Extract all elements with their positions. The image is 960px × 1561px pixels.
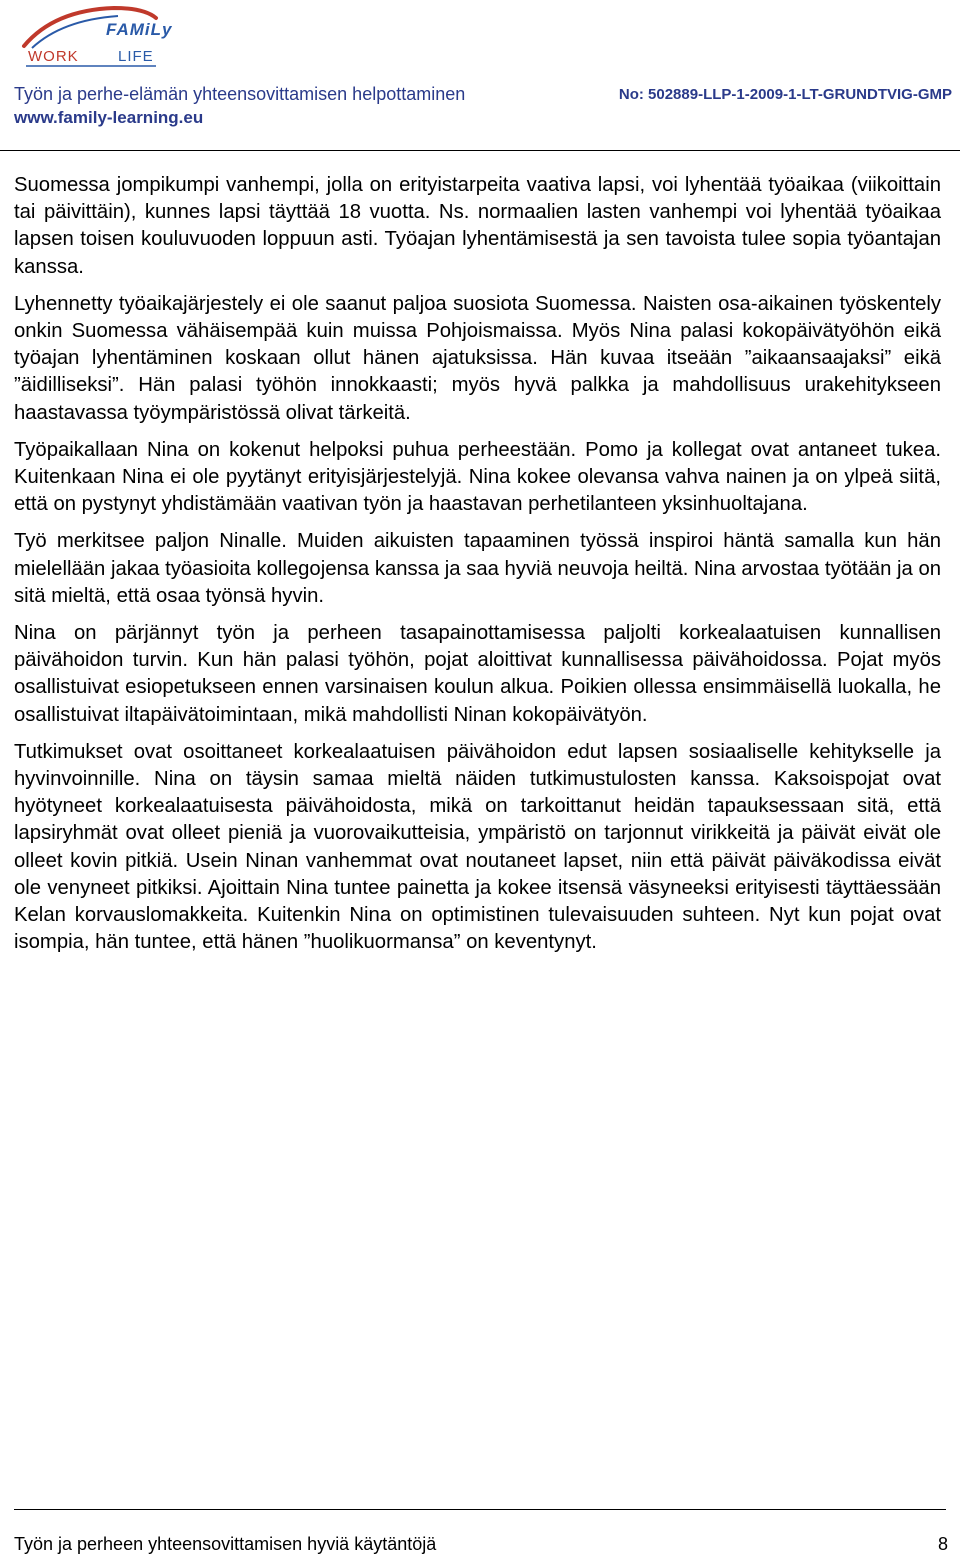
- paragraph: Nina on pärjännyt työn ja perheen tasapainottamisessa paljolti korkealaatuisen kunnallisen päivähoidon turvin. Kun hän palasi työhön, pojat aloittivat kunnallisessa päivähoidossa. Pojat myös osallistuivat esiopetukseen ennen varsinaisen koulun alkua. Poikien ollessa ensimmäisellä luokalla, he osallistuivat iltapäivätoimintaan, mikä mahdollisti Ninan kokopäivätyön.: [14, 622, 941, 726]
- logo-life-text: LIFE: [118, 48, 154, 65]
- header-divider: [0, 150, 960, 151]
- footer-divider: [14, 1509, 946, 1510]
- page-header: [0, 0, 960, 150]
- page-number: 8: [937, 1534, 948, 1554]
- paragraph: Työ merkitsee paljon Ninalle. Muiden aikuisten tapaaminen työssä inspiroi häntä samalla kun hän mielellään jakaa työasioita kollegojensa kanssa ja saa hyviä neuvoja heiltä. Nina arvostaa työtään ja on sitä mieltä, että osaa työnsä hyvin.: [14, 530, 941, 607]
- logo-family-text: FAMiLy: [106, 20, 173, 39]
- project-title: Työn ja perhe-elämän yhteensovittamisen helpottaminen: [14, 84, 466, 104]
- paragraph: Lyhennetty työaikajärjestely ei ole saanut paljoa suosiota Suomessa. Naisten osa-aikainen työskentely onkin Suomessa vähäisempää kuin muissa Pohjoismaissa. Myös Nina palasi kokopäivätyöhön eikä työajan lyhentäminen koskaan ollut hänen ajatuksissa. Hän kuvaa itseään ”aikaansaajaksi” eikä ”äidilliseksi”. Hän palasi työhön innokkaasti; myös hyvä palkka ja mahdollisuus urakehitykseen haastavassa työympäristössä olivat tärkeitä.: [14, 292, 941, 424]
- project-url-link[interactable]: www.family-learning.eu: [14, 108, 204, 127]
- paragraph: Työpaikallaan Nina on kokenut helpoksi puhua perheestään. Pomo ja kollegat ovat antaneet tukea. Kuitenkaan Nina ei ole pyytänyt erityisjärjestelyjä. Nina kokee olevansa vahva nainen ja on ylpeä siitä, että on pystynyt yhdistämään vaativan työn ja haastavan perhetilanteen yksinhuoltajana.: [14, 438, 941, 516]
- paragraph: Tutkimukset ovat osoittaneet korkealaatuisen päivähoidon edut lapsen sosiaaliselle kehitykselle ja hyvinvoinnille. Nina on täysin samaa mieltä näiden tutkimustulosten kanssa. Kaksoispojat ovat hyötyneet korkealaatuisesta päivähoidosta, mikä on tarkoittanut heidän tapauksessaan sitä, että lapsiryhmät ovat olleet pieniä ja vuorovaikutteisia, ympäristö on tarjonnut virikkeitä ja päivät eivät ole olleet kovin pitkiä. Usein Ninan vanhemmat ovat noutaneet lapset, niin että päivät päiväkodissa eivät ole venyneet pitkiksi. Ajoittain Nina tuntee painetta ja kokee itsensä väsyneeksi erityisesti täyttäessään Kelan korvauslomakkeita. Kuitenkin Nina on optimistinen tulevaisuuden suhteen. Nyt kun pojat ovat isompia, hän tuntee, että hänen ”huolikuormansa” on keventynyt.: [14, 740, 941, 954]
- family-work-life-logo: [14, 2, 173, 82]
- project-number: No: 502889-LLP-1-2009-1-LT-GRUNDTVIG-GMP: [618, 86, 952, 103]
- logo-work-text: WORK: [28, 48, 79, 65]
- logo-swoosh-icon: [14, 2, 164, 82]
- paragraph: Suomessa jompikumpi vanhempi, jolla on erityistarpeita vaativa lapsi, voi lyhentää työaikaa (viikoittain tai päivittäin), kunnes lapsi täyttää 18 vuotta. Ns. normaalien lasten vanhempi voi lyhentää työaikaa lapsen toisen kouluvuoden loppuun asti. Työajan lyhentämisestä ja sen tavoista tulee sopia työantajan kanssa.: [14, 174, 941, 278]
- footer-title: Työn ja perheen yhteensovittamisen hyviä käytäntöjä: [14, 1534, 437, 1554]
- document-body: [14, 172, 941, 966]
